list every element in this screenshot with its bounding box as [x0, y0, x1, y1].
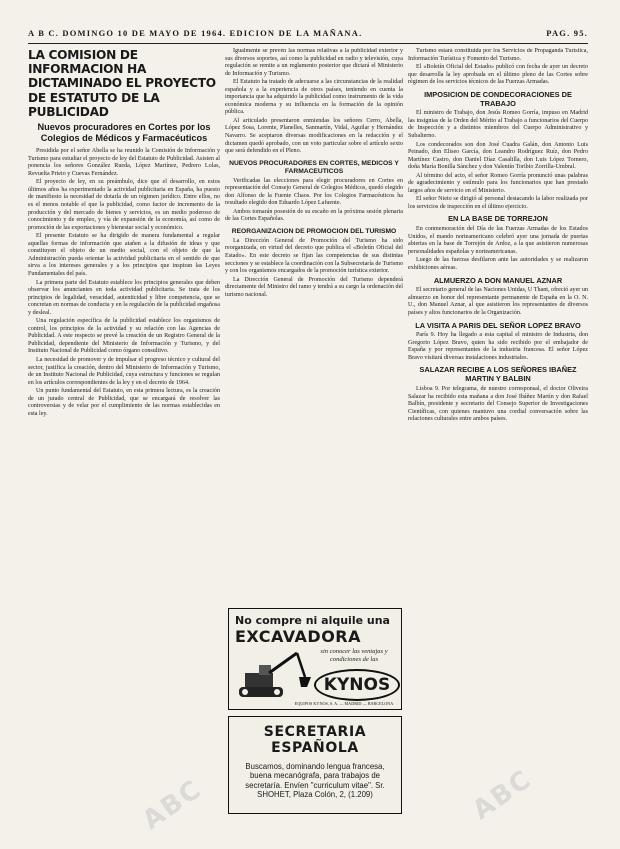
secretaria-advertisement: [228, 716, 402, 814]
article-paragraph: En conmemoración del Día de las Fuerzas Armadas de los Estados Unidos, el mando norteamericano celebró ayer una jornada de puertas abiertas en la base de Torrejón de Ardoz, a la que asistieron numerosas personalidades españolas y norteamericanas.: [408, 226, 588, 255]
section-heading-condecoraciones: IMPOSICION DE CONDECORACIONES DE TRABAJO: [424, 89, 572, 108]
article-paragraph: Un punto fundamental del Estatuto, en esta primera lectura, es la creación de un jurado central de Publicidad, que se encargará de resolver las controversias y de velar por el cumplimiento de las normas establecidas en esta ley.: [28, 388, 220, 417]
article-paragraph: Presidida por el señor Abella se ha reunido la Comisión de Información y Turismo para estudiar el proyecto de ley del Estatuto de Publicidad. Asisten al ponencia los señores González Rueda, López Martínez, Pedrero Lolas, Revuelta Prieto y Cuevas Fernández.: [28, 148, 220, 177]
article-paragraph: La Dirección General de Promoción del Turismo ha sido reorganizada, en virtud del decreto que publica el «Boletín Oficial del Estado». En este decreto se fijan las competencias de sus distintas secciones y se establece la coordinación con la Subsecretaría de Turismo y con los organismos encargados de la promoción turística exterior.: [225, 237, 403, 275]
article-paragraph: El secretario general de las Naciones Unidas, U Thant, ofreció ayer un almuerzo en honor del representante permanente de España en la O. N. U., don Manuel Aznar, al que asistieron los representantes de diversos países y altos funcionarios de la Organización.: [408, 287, 588, 316]
ad-headline: EXCAVADORA: [235, 627, 361, 646]
article-paragraph: Una regulación específica de la publicidad establece los organismos de control, los principios de la actividad y su relación con las Agencias de Publicidad. A este respecto se prevé la creación de un Registro General de la Publicidad, dependiente del Ministerio de Información y Turismo, y del Instituto Nacional de Publicidad como órgano consultivo.: [28, 318, 220, 355]
ad-fine-print: EQUIPOS KYNOS, S. A. — MADRID — BARCELONA: [294, 701, 394, 706]
kynos-logo: KYNOS: [314, 669, 400, 701]
classified-title: SECRETARIA ESPAÑOLA: [263, 724, 367, 756]
article-paragraph: La Dirección General de Promoción del Turismo dependerá directamente del Ministro del ramo y tendrá a su cargo la ordenación del turismo nacional.: [225, 276, 403, 298]
main-headline: LA COMISION DE INFORMACION HA DICTAMINADO EL PROYECTO DE ESTATUTO DE LA PUBLICIDAD: [28, 48, 216, 119]
article-paragraph: Al término del acto, el señor Romeo Gorría pronunció unas palabras de agradecimiento y estímulo para los funcionarios que han prestado largos años de servicio en el Ministerio.: [408, 172, 588, 194]
column-2: [225, 48, 403, 604]
article-paragraph: Ambos tomarán posesión de su escaño en la próxima sesión plenaria de las Cortes Españolas.: [225, 208, 403, 223]
article-paragraph: El proyecto de ley, en su preámbulo, dice que el desarrollo, en estos últimos años ha experimentado la actividad publicitaria en España, ha puesto de manifiesto la necesidad de dotarla de un régimen jurídico. Entre ellos, no es el menos notable el que la publicidad, como factor de incremento de la producción y del mercado de bienes y servicios, es un medio poderoso de conocimiento y de empleo, y vía de expansión de la economía, así como de promoción de las exportaciones y bienestar social y económico.: [28, 179, 220, 231]
article-paragraph: La necesidad de promover y de impulsar el progreso técnico y cultural del sector, justifica la creación, dentro del Ministerio de Información y Turismo, de un Instituto Nacional de Publicidad, cuya estructura y funciones se regulan en los artículos correspondientes de la ley y en el decreto de 1964.: [28, 356, 220, 386]
article-paragraph: El señor Nieto se dirigió al personal destacando la labor realizada por los servicios de inspección en el último ejercicio.: [408, 196, 588, 210]
section-heading-aznar: ALMUERZO A DON MANUEL AZNAR: [433, 275, 563, 285]
article-paragraph: El «Boletín Oficial del Estado» publicó con fecha de ayer un decreto que desarrolla la ley aprobada en el último pleno de las Cortes sobre régimen de los servicios técnicos de las Fuerzas Armadas.: [408, 64, 588, 86]
column-3: [408, 48, 588, 843]
article-paragraph: El ministro de Trabajo, don Jesús Romeo Gorría, impuso en Madrid las insignias de la Orden del Mérito al Trabajo a funcionarios del Cuerpo de Inspección y a distintos miembros del Cuerpo Administrativo y Subalterno.: [408, 110, 588, 139]
article-paragraph: El Estatuto ha tratado de adecuarse a las circunstancias de la realidad española y a la experiencia de otros países, teniendo en cuenta la importancia que ha adquirido la publicidad como instrumento de la vida económica moderna y su influencia en la formación de la opinión pública.: [225, 79, 403, 116]
section-heading-salazar: SALAZAR RECIBE A LOS SEÑORES IBAÑEZ MARTIN Y BALBIN: [419, 365, 577, 384]
article-paragraph: Igualmente se prevén las normas relativas a la publicidad exterior y sus diversos soportes, así como la publicidad en radio y televisión, cuya regulación se remite a un reglamento posterior que dictará el Ministerio de Información y Turismo.: [225, 48, 403, 77]
article-paragraph: Verificadas las elecciones para elegir procuradores en Cortes en representación del Consejo General de Colegios Médicos, quedó elegido don Alfonso de la Fuente Chaos. Por los Colegios Farmacéuticos ha resultado elegido don Eduardo López Lafuente.: [225, 177, 403, 207]
section-heading-torrejon: EN LA BASE DE TORREJON: [448, 214, 548, 224]
archive-watermark: ABC: [137, 774, 208, 836]
excavator-illustration-icon: [235, 647, 313, 705]
section-heading-lopez-bravo: LA VISITA A PARIS DEL SEÑOR LOPEZ BRAVO: [415, 320, 581, 330]
ad-tagline: No compre ni alquile una: [235, 614, 390, 627]
archive-watermark: ABC: [467, 764, 538, 826]
article-paragraph: Al articulado presentaron enmiendas los señores Cerro, Abella, López Sosa, Lorente, Planelles, Sanmartín, Vidal, Aguilar y Hernández Navarro. Se aceptaron diversas modificaciones en la redacción y el dictamen quedó aprobado, con un voto particular sobre el artículo sexto que será defendido en el Pleno.: [225, 117, 403, 155]
header-page-number: PAG. 95.: [546, 28, 588, 38]
article-paragraph: La primera parte del Estatuto establece los principios generales que deben observar los anunciantes en toda actividad publicitaria. Se trata de los principios de legalidad, veracidad, autenticidad y libre competencia, que se concretan en normas de conducta y en la regulación de la publicidad engañosa y desleal.: [28, 279, 220, 316]
main-subheadline: Nuevos procuradores en Cortes por los Colegios de Médicos y Farmacéuticos: [37, 122, 211, 143]
classified-body: Buscamos, dominando lengua francesa, buena mecanógrafa, para trabajos de secretaría. Envíen "curriculum vitae". Sr. SHOHET, Plaza Colón, 2, (1.209): [245, 762, 385, 800]
article-paragraph: Luego de las fuerzas desfilaron ante las autoridades y se realizaron exhibiciones aéreas.: [408, 257, 588, 271]
section-heading-procuradores: NUEVOS PROCURADORES EN CORTES, MEDICOS Y FARMACEUTICOS: [229, 159, 399, 175]
article-paragraph: Lisboa 9. Por telegrama, de nuestro corresponsal, el doctor Oliveira Salazar ha recibido esta mañana a don José Ibáñez Martín y don Rafael Balbín, presidente y secretario del Consejo Superior de Investigaciones Científicas, con quienes mantuvo una cordial conversación sobre las relaciones culturales entre ambos países.: [408, 386, 588, 423]
page-header: [28, 28, 588, 42]
article-paragraph: El presente Estatuto se ha dirigido de manera fundamental a regular aquellas formas de información que atañen a la difusión de ideas y que constituyen el objeto de un medio social, con el objeto de que la Administración pueda orientar la actividad publicitaria en el sentido de que sirva a los intereses generales y a los principios que inspiran las Leyes Fundamentales del país.: [28, 233, 220, 277]
header-edition: A B C. DOMINGO 10 DE MAYO DE 1964. EDICION DE LA MAÑANA.: [28, 28, 363, 38]
article-paragraph: Los condecorados son don José Cuadra Galán, don Antonio Luis Peinado, don Eliseo García, don Leandro Rodríguez Ruíz, don Pedro Martínez Castro, don Daniel Díaz Casalilla, don Luis López Tornero, doña María Bonilla Sánchez y don Valentín Toribio Zorrilla-Umbral.: [408, 141, 588, 171]
section-heading-turismo: REORGANIZACION DE PROMOCION DEL TURISMO: [231, 227, 397, 235]
article-paragraph: Turismo estará constituida por los Servicios de Propaganda Turística, Información Turística y Fomento del Turismo.: [408, 48, 588, 62]
header-rule: [28, 43, 588, 44]
article-paragraph: París 9. Hoy ha llegado a esta capital el ministro de Industria, don Gregorio López Bravo, quien ha sido recibido por el embajador de España y por representantes de la industria francesa. El señor López Bravo visitará diversas instalaciones industriales.: [408, 332, 588, 361]
ad-subline: sin conocer las ventajas y condiciones de las: [320, 648, 388, 663]
column-1: [28, 48, 220, 838]
excavator-advertisement: [228, 608, 402, 710]
